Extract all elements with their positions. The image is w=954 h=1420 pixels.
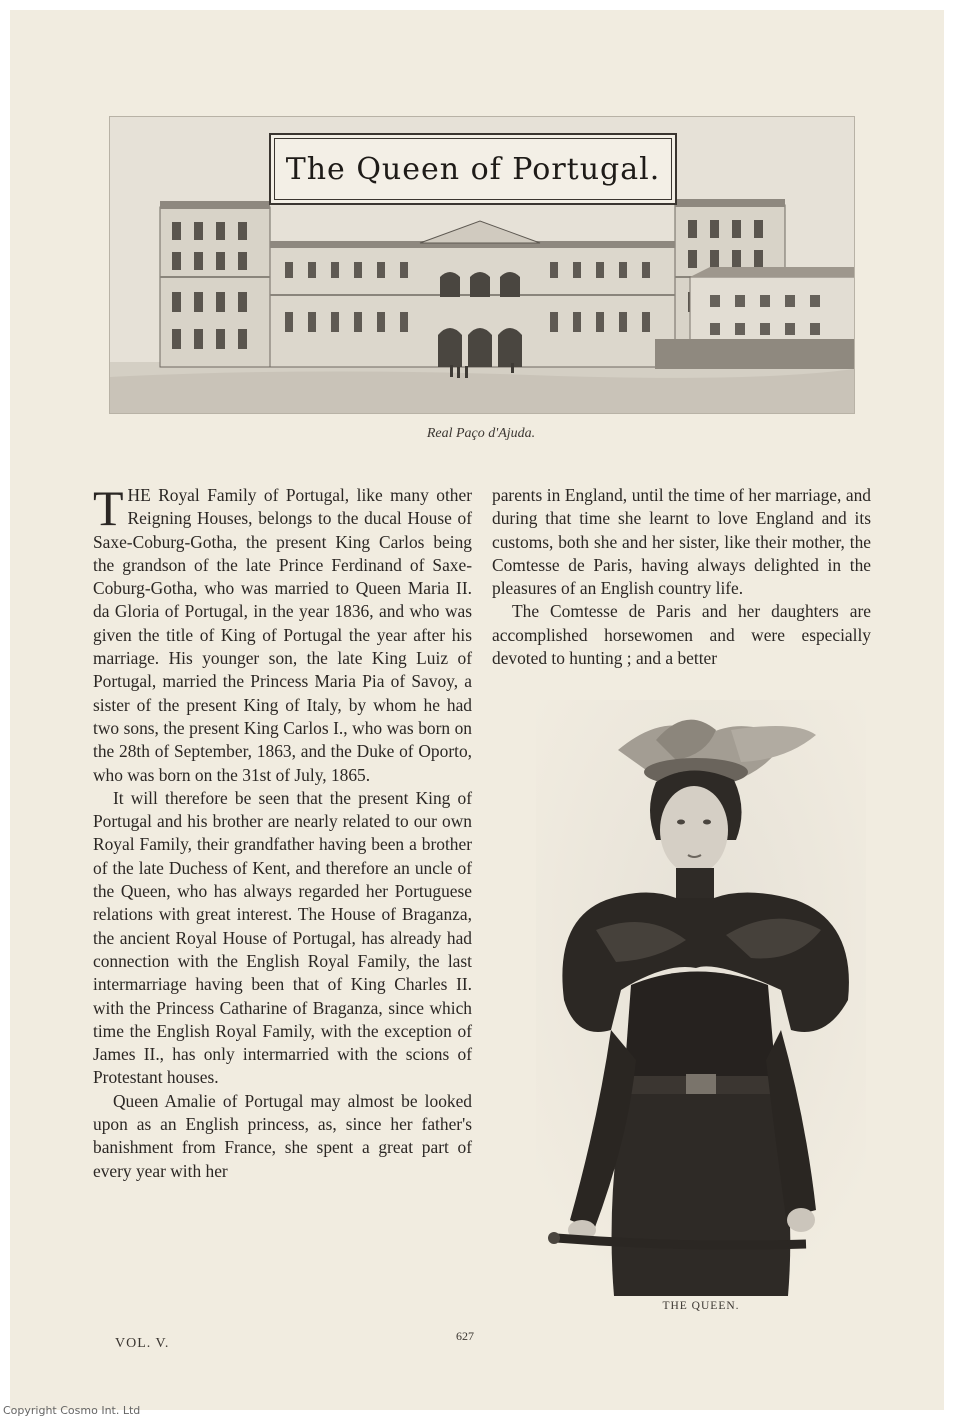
paragraph-1-text: HE Royal Family of Portugal, like many other Reigning Houses, belongs to the ducal House of Saxe-Coburg-Gotha, the present King Carlos being the grandson of the late Prince Ferdinand of Saxe-Coburg-Gotha, who was married to Queen Maria II. da Gloria of Portugal, in the year 1836, and who was given the title of King of Portugal the year after his marriage. His younger son, the late King Luiz of Portugal, married the Princess Maria Pia of Savoy, a sister of the present King of Italy, by whom he had two sons, the present King Carlos I., who was born on the 28th of September, 1863, and the Duke of Oporto, who was born on the 31st of July, 1865. [93, 485, 472, 785]
right-column [492, 484, 871, 670]
page-number: 627 [456, 1329, 474, 1343]
queen-portrait [536, 700, 866, 1296]
queen-portrait-drawing [536, 700, 866, 1296]
paragraph-4: parents in England, until the time of her marriage, and during that time she learnt to love England and its customs, both she and her sister, like their mother, the Comtesse de Paris, having always delighted in the pleasures of an English country life. [492, 485, 871, 599]
paragraph-2: It will therefore be seen that the present King of Portugal and his brother are nearly related to our own Royal Family, their grandfather having been a brother of the late Duchess of Kent, and therefore an uncle of the Queen, who has always regarded her Portuguese relations with great interest. The House of Braganza, the ancient Royal House of Portugal, has already had connection with the English Royal Family, the last intermarriage having been that of King Charles II. with the Princess Catharine of Braganza, since which time the English Royal Family, with the exception of James II., has only intermarried with the scions of Protestant houses. [93, 787, 472, 1088]
left-column [93, 480, 472, 1183]
portrait-caption: THE QUEEN. [662, 1300, 740, 1312]
drop-cap: T [93, 480, 124, 536]
paragraph-5: The Comtesse de Paris and her daughters are accomplished horsewomen and were especially devoted to hunting ; and a better [492, 601, 871, 669]
volume-label: VOL. V. [115, 1336, 170, 1351]
palace-caption: Real Paço d'Ajuda. [426, 426, 536, 441]
paragraph-1 [93, 480, 472, 787]
article-title: The Queen of Portugal. [269, 133, 677, 205]
palace-illustration [109, 116, 855, 414]
copyright-notice: Copyright Cosmo Int. Ltd [3, 1404, 141, 1417]
paragraph-3: Queen Amalie of Portugal may almost be looked upon as an English princess, as, since her father's banishment from France, she spent a great part of every year with her [93, 1090, 472, 1181]
